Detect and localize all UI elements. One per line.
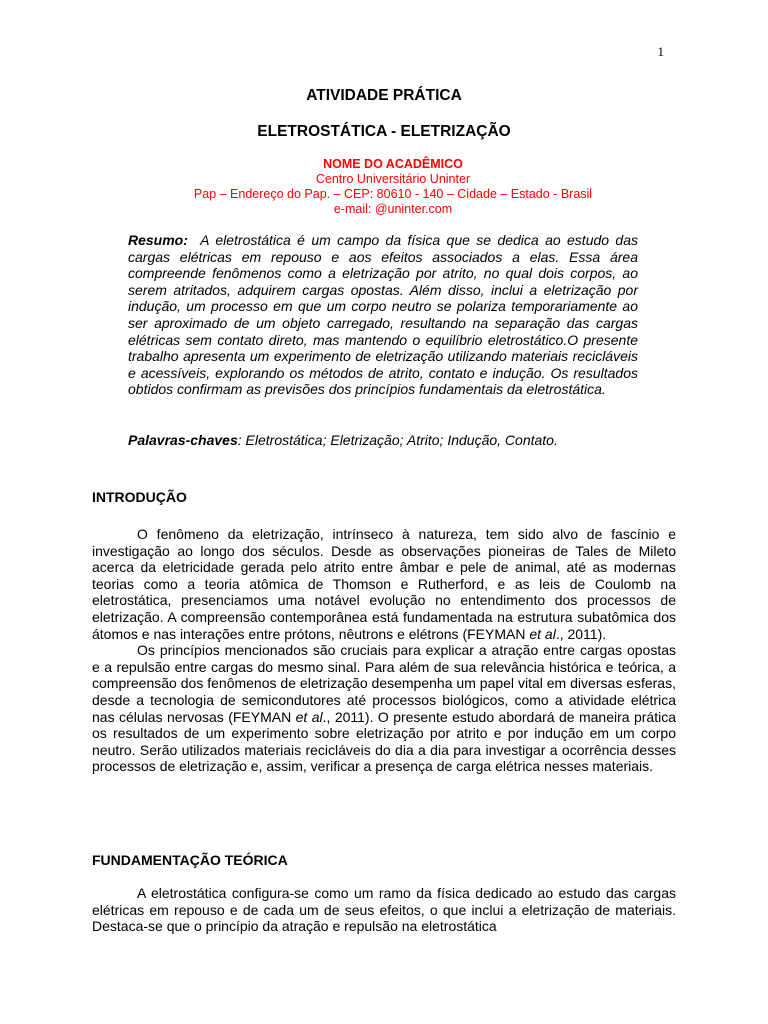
author-institution: Centro Universitário Uninter [315, 172, 471, 186]
intro-p2-text: Os princípios mencionados são cruciais para explicar a atração entre cargas opostas e a repulsão entre cargas do mesmo sinal. Para além de sua relevância histórica e teórica, a compreensão dos fenômenos de eletrização desempenha um papel vital em diversas esferas, desde a tecnologia de semicondutores até processos biológicos, como a atividade elétrica nas células nervosas (FEYMAN [92, 642, 676, 725]
document-title: ATIVIDADE PRÁTICA [306, 87, 462, 104]
theory-paragraph-1: A eletrostática configura-se como um ramo da física dedicado ao estudo das cargas elétricas em repouso e de cada um de seus efeitos, o que inclui a eletrização de materiais. Destaca-se que o princípio da atração e repulsão na eletrostática [92, 885, 676, 935]
author-email: e-mail: @uninter.com [333, 202, 453, 216]
abstract-text: A eletrostática é um campo da física que se dedica ao estudo das cargas elétricas em repouso e aos efeitos associados a elas. Essa área compreende fenômenos como a eletrização por atrito, no qual dois corpos, ao serem atritados, adquirem cargas opostas. Além disso, inclui a eletrização por indução, um processo em que um corpo neutro se polariza temporariamente ao ser aproximado de um objeto carregado, resultando na separação das cargas elétricas sem contato direto, mas mantendo o equilíbrio eletrostático.O presente trabalho apresenta um experimento de eletrização utilizando materiais recicláveis e acessíveis, explorando os métodos de atrito, contato e indução. Os resultados obtidos confirmam as previsões dos princípios fundamentais da eletrostática. [128, 232, 638, 398]
keywords-label: Palavras-chaves [128, 432, 238, 448]
document-subtitle: ELETROSTÁTICA - ELETRIZAÇÃO [257, 123, 511, 140]
theory-heading: FUNDAMENTAÇÃO TEÓRICA [92, 852, 288, 868]
intro-p1-text: O fenômeno da eletrização, intrínseco à natureza, tem sido alvo de fascínio e investigação ao longo dos séculos. Desde as observações pioneiras de Tales de Mileto acerca da eletricidade gerada pelo atrito entre âmbar e pele de animal, até as modernas teorias como a teoria atômica de Thomson e Rutherford, e as leis de Coulomb na eletrostática, presenciamos uma notável evolução no entendimento dos processos de eletrização. A compreensão contemporânea está fundamentada na estrutura subatômica dos átomos e nas interações entre prótons, nêutrons e elétrons (FEYMAN [92, 526, 676, 642]
intro-p2-etal: et al [295, 708, 323, 725]
keywords [128, 432, 638, 448]
abstract-label: Resumo: [128, 232, 188, 248]
introduction-body [92, 526, 676, 775]
introduction-paragraph-1 [92, 526, 676, 642]
author-name: NOME DO ACADÊMICO [323, 157, 463, 171]
author-address: Pap – Endereço do Pap. – CEP: 80610 - 140 – Cidade – Estado - Brasil [193, 187, 593, 201]
author-block [0, 157, 768, 217]
intro-p1-end: ., 2011). [555, 625, 607, 642]
introduction-paragraph-2 [92, 642, 676, 775]
page-number: 1 [657, 44, 664, 59]
intro-p1-etal: et al [529, 625, 556, 642]
theory-body [92, 885, 676, 935]
introduction-heading: INTRODUÇÃO [92, 489, 187, 505]
intro-p2-end: ., 2011). O presente estudo abordará de maneira prática os resultados de um experimento sobre eletrização por atrito e por indução em um corpo neutro. Serão utilizados materiais recicláveis do dia a dia para investigar a ocorrência desses processos de eletrização e, assim, verificar a presença de carga elétrica nesses materiais. [92, 708, 676, 775]
abstract [128, 232, 638, 398]
keywords-text: : Eletrostática; Eletrização; Atrito; Indução, Contato. [237, 432, 558, 448]
